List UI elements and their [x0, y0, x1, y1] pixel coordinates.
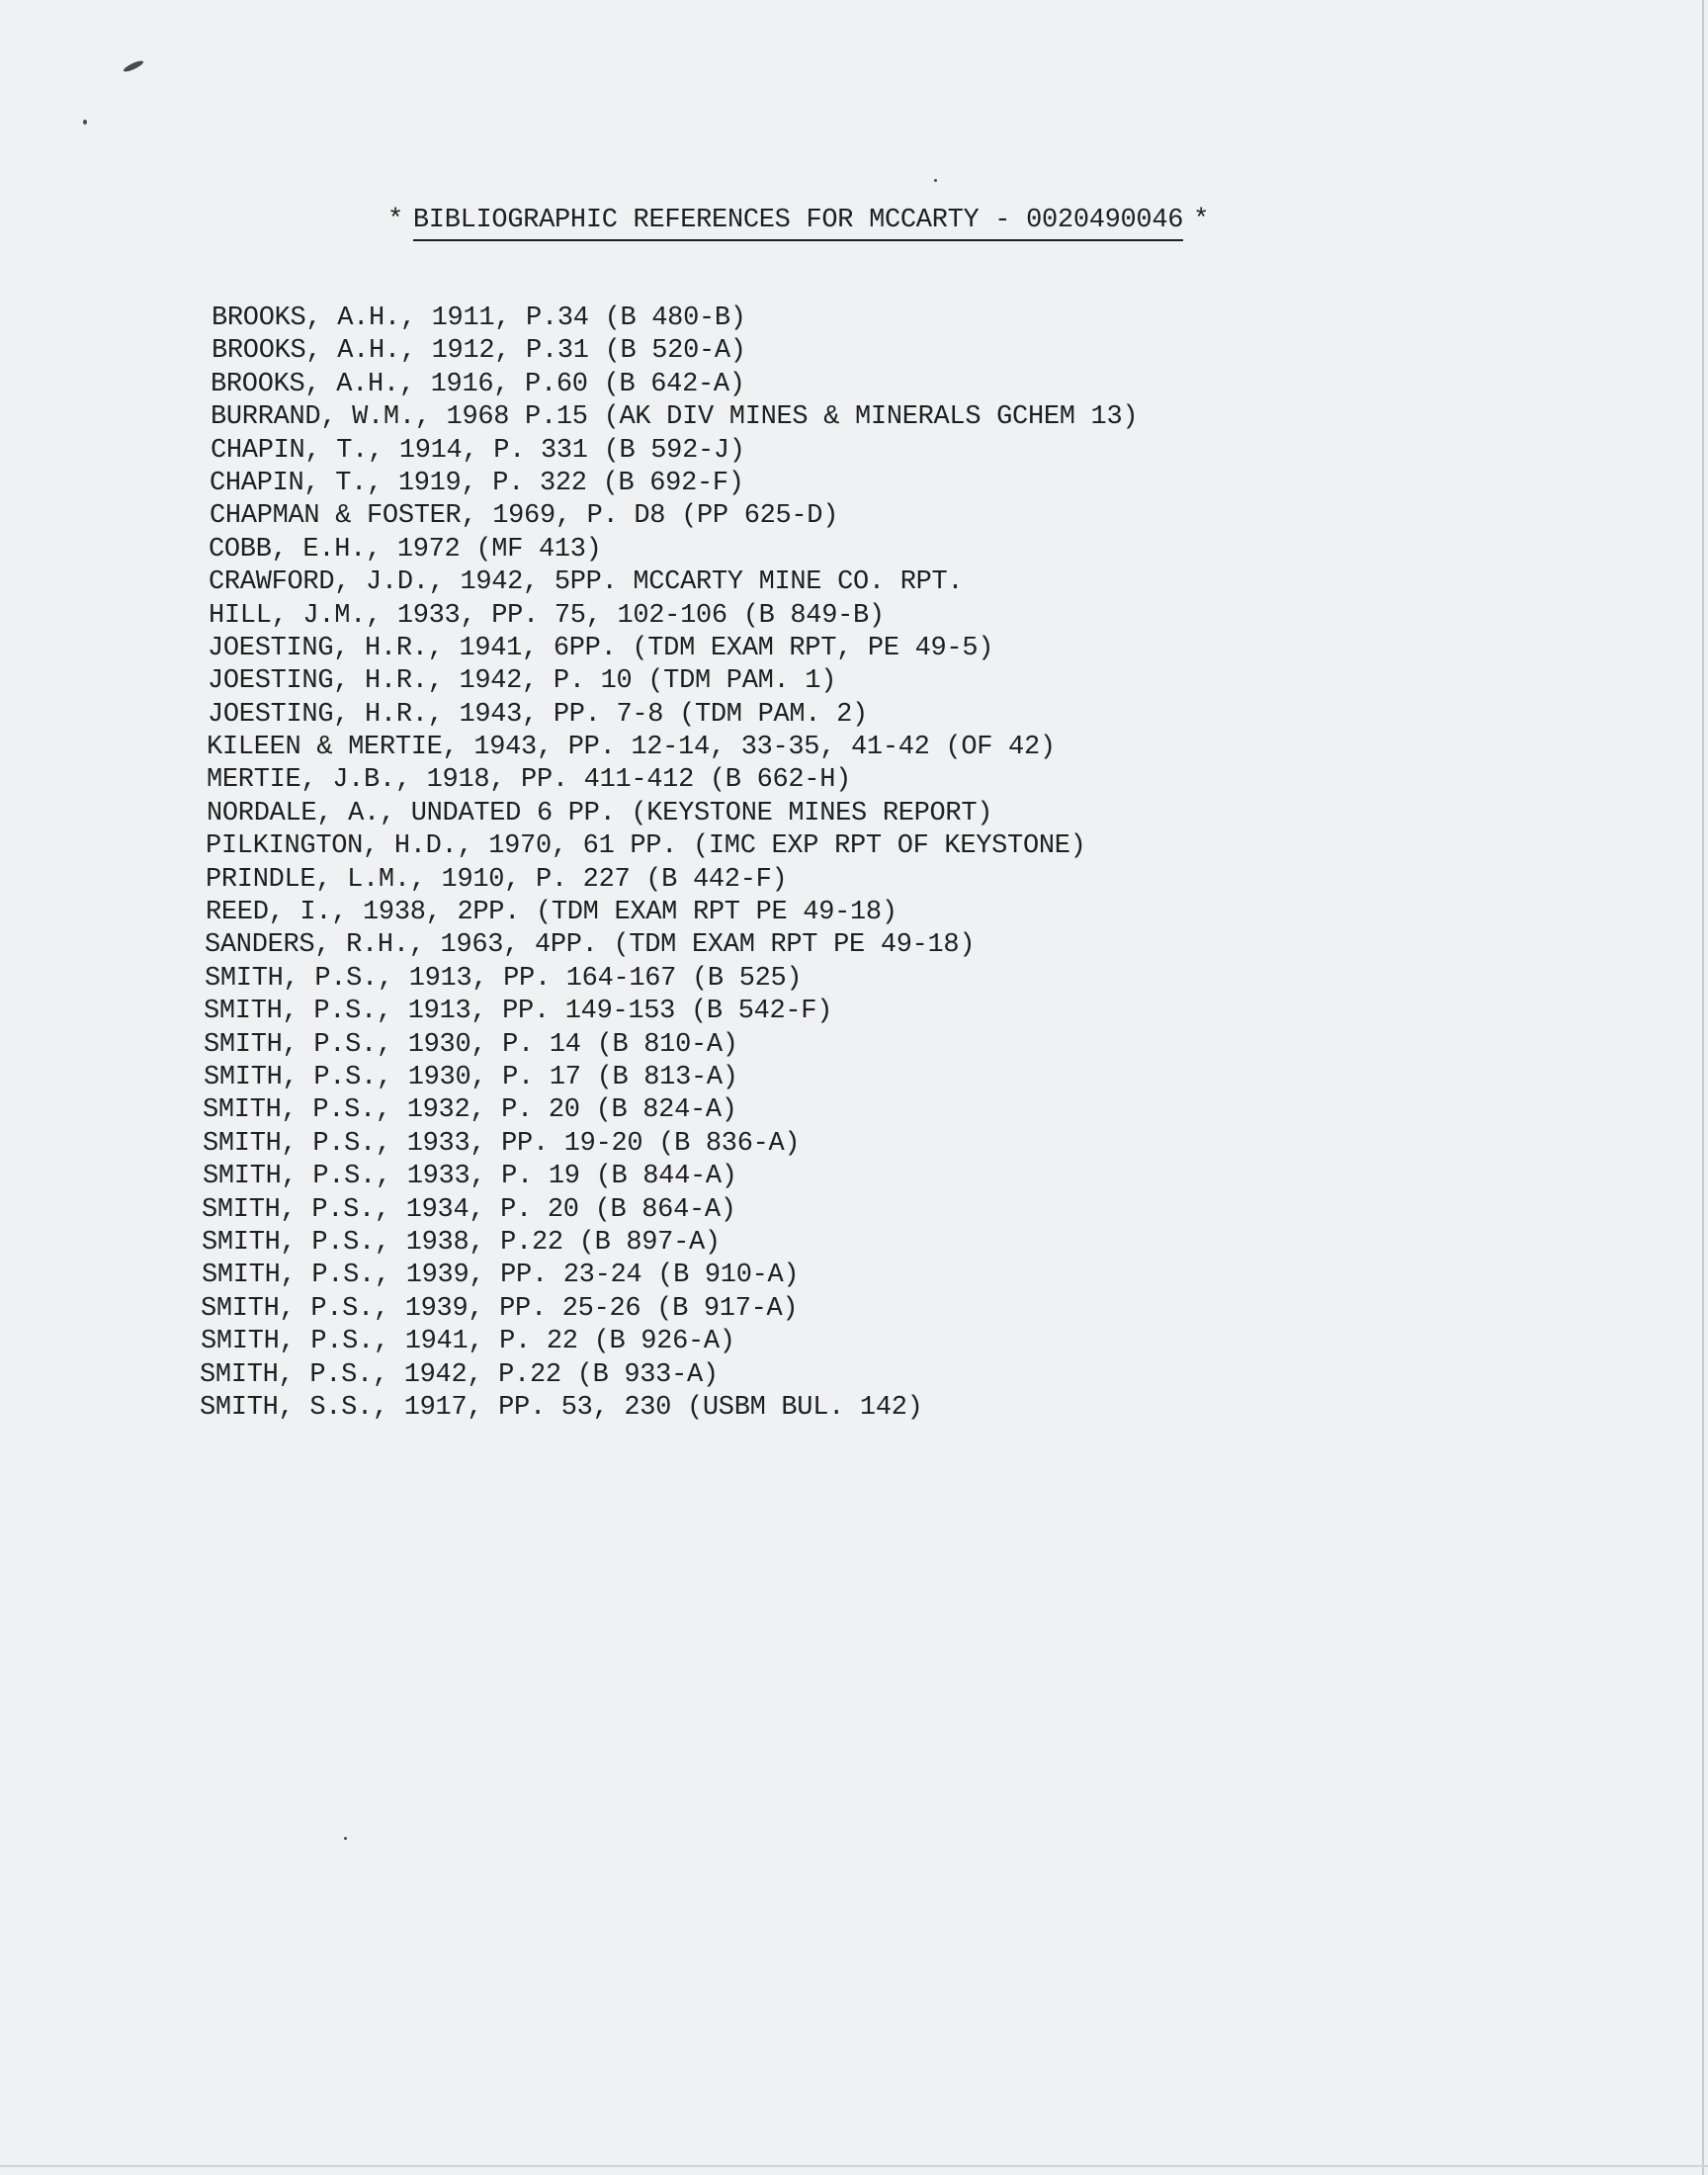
reference-entry: REED, I., 1938, 2PP. (TDM EXAM RPT PE 49-18)	[206, 898, 897, 928]
reference-entry: PRINDLE, L.M., 1910, P. 227 (B 442-F)	[206, 864, 788, 895]
reference-entry: SMITH, S.S., 1917, PP. 53, 230 (USBM BUL. 142)	[200, 1392, 923, 1423]
reference-entry: SMITH, P.S., 1934, P. 20 (B 864-A)	[202, 1194, 736, 1225]
reference-entry: SMITH, P.S., 1930, P. 17 (B 813-A)	[204, 1062, 738, 1092]
reference-entry: JOESTING, H.R., 1942, P. 10 (TDM PAM. 1)	[208, 666, 837, 697]
page-edge-right	[1702, 0, 1704, 2175]
reference-entry: SMITH, P.S., 1933, PP. 19-20 (B 836-A)	[203, 1128, 801, 1159]
scan-speck	[344, 1837, 347, 1840]
reference-entry: CHAPIN, T., 1919, P. 322 (B 692-F)	[210, 468, 744, 498]
title-text: BIBLIOGRAPHIC REFERENCES FOR MCCARTY - 0020490046	[413, 206, 1183, 241]
scan-speck	[123, 59, 144, 74]
reference-entry: SMITH, P.S., 1933, P. 19 (B 844-A)	[203, 1162, 737, 1192]
title-star-left: *	[387, 206, 403, 235]
reference-entry: NORDALE, A., UNDATED 6 PP. (KEYSTONE MINES REPORT)	[207, 798, 993, 828]
document-title	[387, 206, 1277, 241]
reference-entry: SMITH, P.S., 1913, PP. 164-167 (B 525)	[205, 963, 803, 994]
page-edge-bottom	[0, 2165, 1708, 2167]
title-star-right: *	[1193, 206, 1210, 235]
reference-entry: SMITH, P.S., 1932, P. 20 (B 824-A)	[203, 1095, 737, 1126]
reference-entry: CHAPMAN & FOSTER, 1969, P. D8 (PP 625-D)	[210, 501, 839, 532]
reference-entry: SMITH, P.S., 1938, P.22 (B 897-A)	[202, 1227, 721, 1258]
reference-entry: HILL, J.M., 1933, PP. 75, 102-106 (B 849-B)	[209, 600, 885, 631]
reference-entry: BROOKS, A.H., 1916, P.60 (B 642-A)	[211, 369, 745, 399]
reference-entry: SMITH, P.S., 1941, P. 22 (B 926-A)	[201, 1327, 735, 1357]
reference-entry: SMITH, P.S., 1939, PP. 25-26 (B 917-A)	[201, 1293, 799, 1324]
reference-entry: SMITH, P.S., 1942, P.22 (B 933-A)	[200, 1359, 719, 1390]
reference-entry: COBB, E.H., 1972 (MF 413)	[209, 534, 602, 565]
reference-entry: SMITH, P.S., 1913, PP. 149-153 (B 542-F)	[204, 997, 833, 1027]
reference-entry: CHAPIN, T., 1914, P. 331 (B 592-J)	[211, 435, 745, 466]
reference-entry: BURRAND, W.M., 1968 P.15 (AK DIV MINES & MINERALS GCHEM 13)	[211, 402, 1139, 433]
reference-entry: SANDERS, R.H., 1963, 4PP. (TDM EXAM RPT PE 49-18)	[205, 930, 976, 961]
reference-entry: JOESTING, H.R., 1943, PP. 7-8 (TDM PAM. 2)	[208, 699, 868, 730]
reference-entry: SMITH, P.S., 1930, P. 14 (B 810-A)	[204, 1029, 738, 1060]
reference-entry: MERTIE, J.B., 1918, PP. 411-412 (B 662-H)	[207, 765, 852, 796]
scan-speck	[934, 179, 937, 182]
reference-entry: KILEEN & MERTIE, 1943, PP. 12-14, 33-35, 41-42 (OF 42)	[207, 733, 1056, 763]
reference-entry: BROOKS, A.H., 1911, P.34 (B 480-B)	[212, 304, 746, 333]
reference-entry: JOESTING, H.R., 1941, 6PP. (TDM EXAM RPT, PE 49-5)	[208, 633, 994, 663]
reference-entry: CRAWFORD, J.D., 1942, 5PP. MCCARTY MINE CO. RPT.	[209, 567, 964, 598]
reference-entry: BROOKS, A.H., 1912, P.31 (B 520-A)	[212, 336, 746, 367]
reference-entry: PILKINGTON, H.D., 1970, 61 PP. (IMC EXP RPT OF KEYSTONE)	[206, 831, 1086, 862]
reference-list	[200, 303, 1496, 1425]
scan-speck	[83, 120, 87, 125]
reference-entry: SMITH, P.S., 1939, PP. 23-24 (B 910-A)	[202, 1261, 800, 1291]
